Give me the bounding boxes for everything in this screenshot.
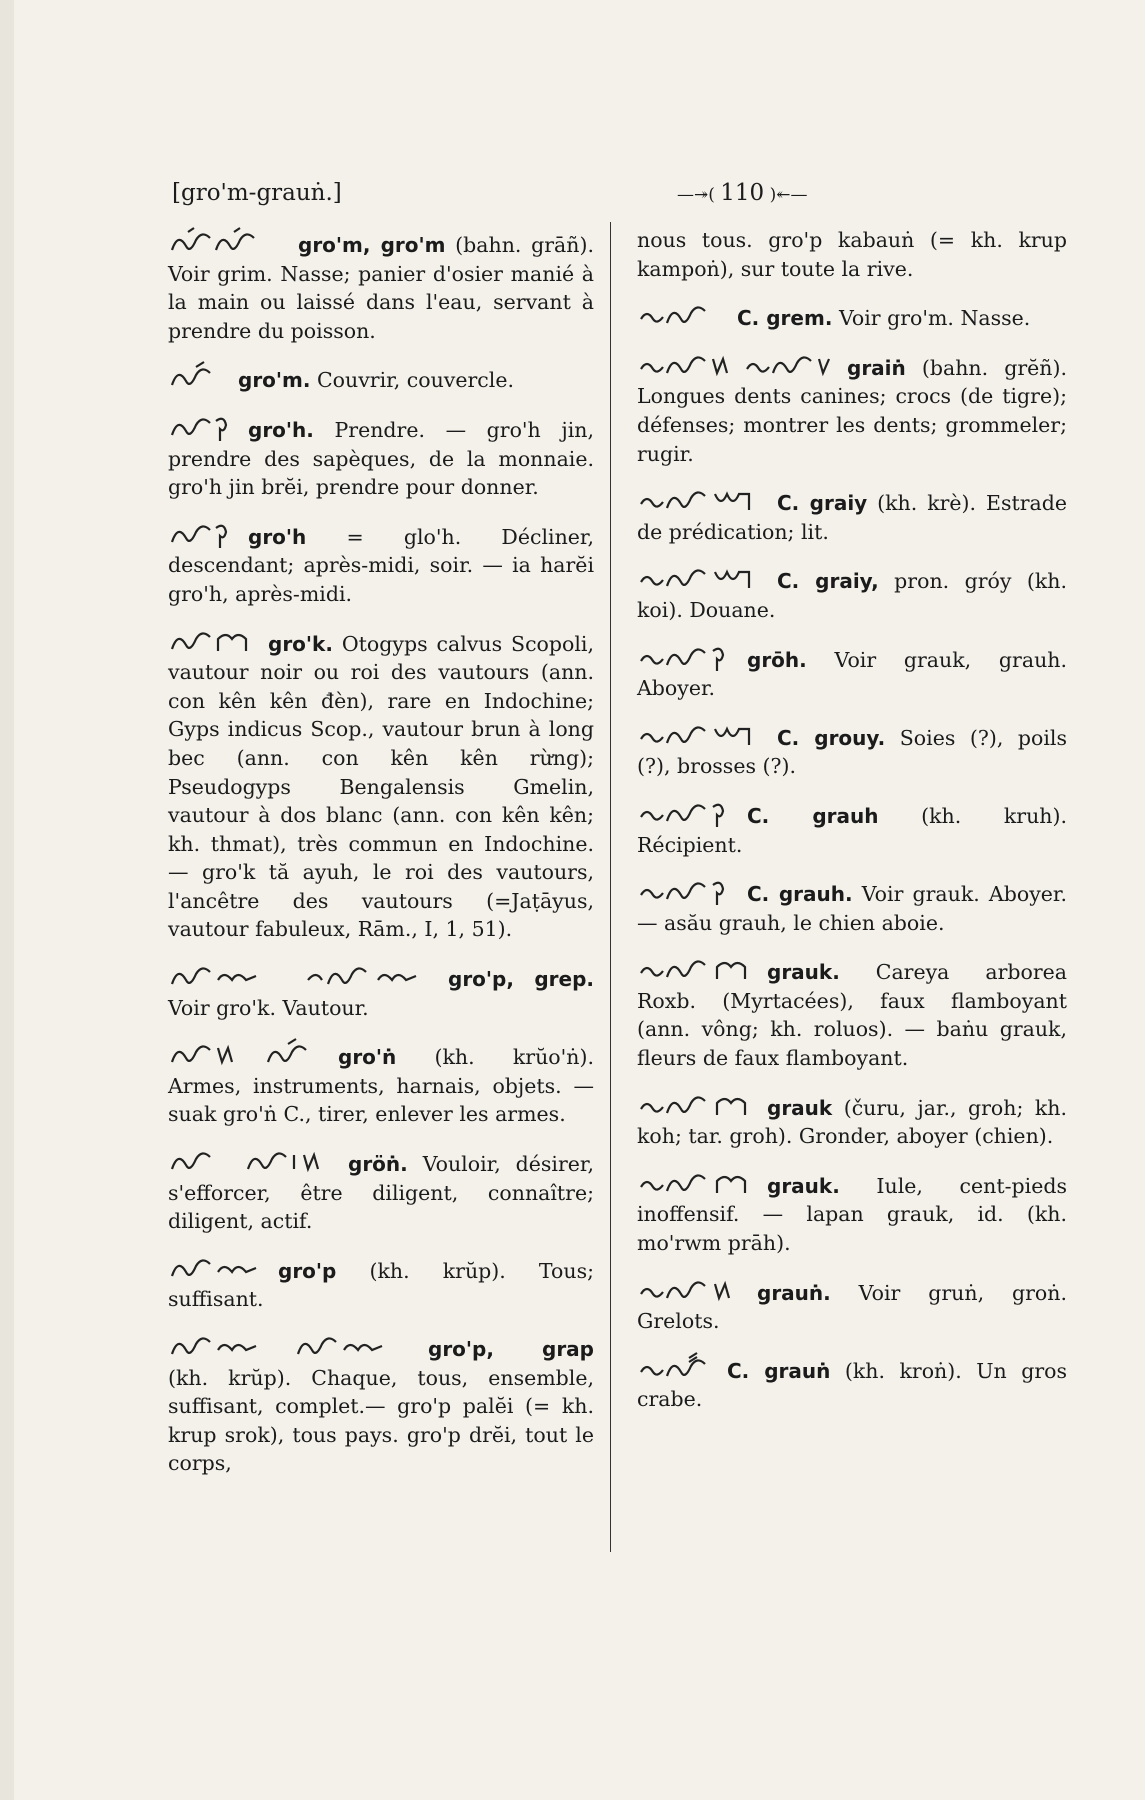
definition: Voir grauk. Aboyer. — asău grauh, le chien aboie. [637, 882, 1067, 935]
cham-script-glyph [637, 1352, 717, 1384]
headword: graiṅ [847, 355, 906, 380]
entry [637, 875, 1067, 937]
cham-script-glyph [168, 411, 238, 443]
headword: gro'm, gro'm [298, 233, 446, 257]
entry [637, 953, 1067, 1072]
entry [637, 562, 1067, 624]
headword: gro'p, grep. [448, 967, 594, 992]
entry [637, 719, 1067, 781]
headword: gro'h. [248, 417, 314, 442]
definition: Voir gro'k. Vautour. [168, 995, 369, 1020]
headword: C. grauh [747, 803, 879, 828]
headword: gro'ṅ [338, 1045, 397, 1070]
definition: (bahn. grĕñ). Longues dents canines; crocs (de tigre); défenses; montrer les dents; grommeler; rugir. [637, 355, 1067, 466]
cham-script-glyph [637, 349, 837, 381]
cham-script-glyph [637, 1167, 757, 1199]
headword: C. grouy. [777, 725, 886, 750]
definition: (bahn. grāñ). Voir grim. Nasse; panier d'osier manié à la main ou laissé dans l'eau, servant à prendre du poisson. [168, 233, 594, 343]
cham-script-glyph [168, 1330, 418, 1362]
headword: grauk [767, 1095, 833, 1120]
entry [168, 1330, 594, 1478]
definition: (kh. krŭp). Chaque, tous, ensemble, suffisant, complet.— gro'p palĕi (= kh. krup srok), tous pays. gro'p drĕi, tout le corps, [168, 1365, 594, 1476]
entry [168, 1038, 594, 1129]
cham-script-glyph [637, 641, 737, 673]
definition: (kh. krŭo'ṅ). Armes, instruments, harnais, objets. — suak gro'ṅ C., tirer, enlever les armes. [168, 1045, 594, 1127]
definition: Voir gruṅ, groṅ. Grelots. [637, 1280, 1067, 1334]
definition: Iule, cent-pieds inoffensif. — lapan grauk, id. (kh. mo'rwm prāh). [637, 1173, 1067, 1256]
page-number: —↠( 110 )↞— [677, 180, 807, 206]
cham-script-glyph [637, 299, 727, 331]
entry [637, 1274, 1067, 1336]
definition: (čuru, jar., groh; kh. koh; tar. groh). Gronder, aboyer (chien). [637, 1095, 1067, 1149]
entry [637, 797, 1067, 859]
headword: C. grem. [737, 306, 833, 331]
headword: gröṅ. [348, 1152, 408, 1177]
entry [637, 299, 1067, 333]
definition: = glo'h. Décliner, descendant; après-midi, soir. — ia harĕi gro'h, après-midi. [168, 524, 594, 606]
column-divider [610, 222, 611, 1552]
headword: gro'h [248, 524, 307, 549]
definition: Voir gro'm. Nasse. [832, 306, 1031, 331]
entry [637, 641, 1067, 703]
definition: Prendre. — gro'h jin, prendre des sapèques, de la monnaie. gro'h jin brĕi, prendre pour donner. [168, 417, 594, 500]
entry [168, 960, 594, 1022]
headword: C. grauṅ [727, 1358, 831, 1383]
cham-script-glyph [637, 719, 767, 751]
cham-script-glyph [637, 1274, 747, 1306]
definition: Voir grauk, grauh. Aboyer. [637, 647, 1067, 701]
headword: gro'k. [268, 631, 333, 656]
headword: grauk. [767, 960, 840, 985]
cham-script-glyph [637, 484, 767, 516]
cham-script-glyph [168, 518, 238, 550]
right-column [637, 226, 1067, 1430]
cham-script-glyph [168, 1252, 268, 1284]
cham-script-glyph [637, 875, 737, 907]
headword: grōh. [747, 647, 807, 672]
entry [168, 518, 594, 609]
headword: C. grauh. [747, 882, 853, 907]
cham-script-glyph [637, 797, 737, 829]
headword: grauṅ. [757, 1280, 831, 1305]
entry [637, 484, 1067, 546]
definition: (kh. kroṅ). Un gros crabe. [637, 1358, 1068, 1412]
definition: (kh. krŭp). Tous; suffisant. [168, 1258, 594, 1312]
entry [168, 1252, 594, 1314]
entry [637, 349, 1067, 468]
entry [637, 1352, 1067, 1414]
definition: Vouloir, désirer, s'efforcer, être diligent, connaître; diligent, actif. [168, 1152, 594, 1234]
cham-script-glyph [168, 960, 438, 992]
cham-script-glyph [637, 953, 757, 985]
entry [168, 1145, 594, 1236]
definition: (kh. krè). Estrade de prédication; lit. [637, 491, 1067, 544]
cham-script-glyph [168, 1038, 328, 1070]
header-range: [gro'm-grauṅ.] [172, 180, 342, 206]
definition: (kh. kruh). Récipient. [637, 803, 1067, 857]
running-header [172, 180, 1072, 220]
definition: Couvrir, couvercle. [310, 368, 514, 393]
definition: pron. gróy (kh. koi). Douane. [637, 569, 1067, 622]
headword: C. graiy [777, 491, 868, 516]
headword: gro'm. [238, 368, 311, 393]
headword: grauk. [767, 1173, 840, 1198]
cham-script-glyph [168, 226, 288, 258]
headword: gro'p, grap [428, 1337, 594, 1361]
definition: Soies (?), poils (?), brosses (?). [637, 725, 1067, 779]
cham-script-glyph [168, 361, 228, 393]
entry [168, 625, 594, 945]
headword: gro'p [278, 1258, 337, 1283]
entry [168, 361, 594, 395]
cham-script-glyph [637, 1089, 757, 1121]
entry [168, 411, 594, 502]
left-column [168, 226, 594, 1478]
entry [637, 1167, 1067, 1258]
cham-script-glyph [168, 625, 258, 657]
cham-script-glyph [637, 562, 767, 594]
entry [637, 1089, 1067, 1151]
definition: Careya arborea Roxb. (Myrtacées), faux flamboyant (ann. vông; kh. roluos). — baṅu grauk, fleurs de faux flamboyant. [637, 960, 1067, 1071]
headword: C. graiy, [777, 569, 879, 594]
continued-text: nous tous. gro'p kabauṅ (= kh. krup kampoṅ), sur toute la rive. [637, 228, 1067, 281]
cham-script-glyph [168, 1145, 338, 1177]
entry [168, 226, 594, 345]
definition: Otogyps calvus Scopoli, vautour noir ou roi des vautours (ann. con kên kên đèn), rare en Indochine; Gyps indicus Scop., vautour brun à long bec (ann. con kên kên rừng); Pseudogyps Bengalensis Gmelin, vautour à dos blanc (ann. con kên kên; kh. thmat), très commun en Indochine. — gro'k tă ayuh, le roi des vautours, l'ancêtre des vautours (=Jaṭāyus, vautour fabuleux, Rām., I, 1, 51). [168, 631, 594, 942]
